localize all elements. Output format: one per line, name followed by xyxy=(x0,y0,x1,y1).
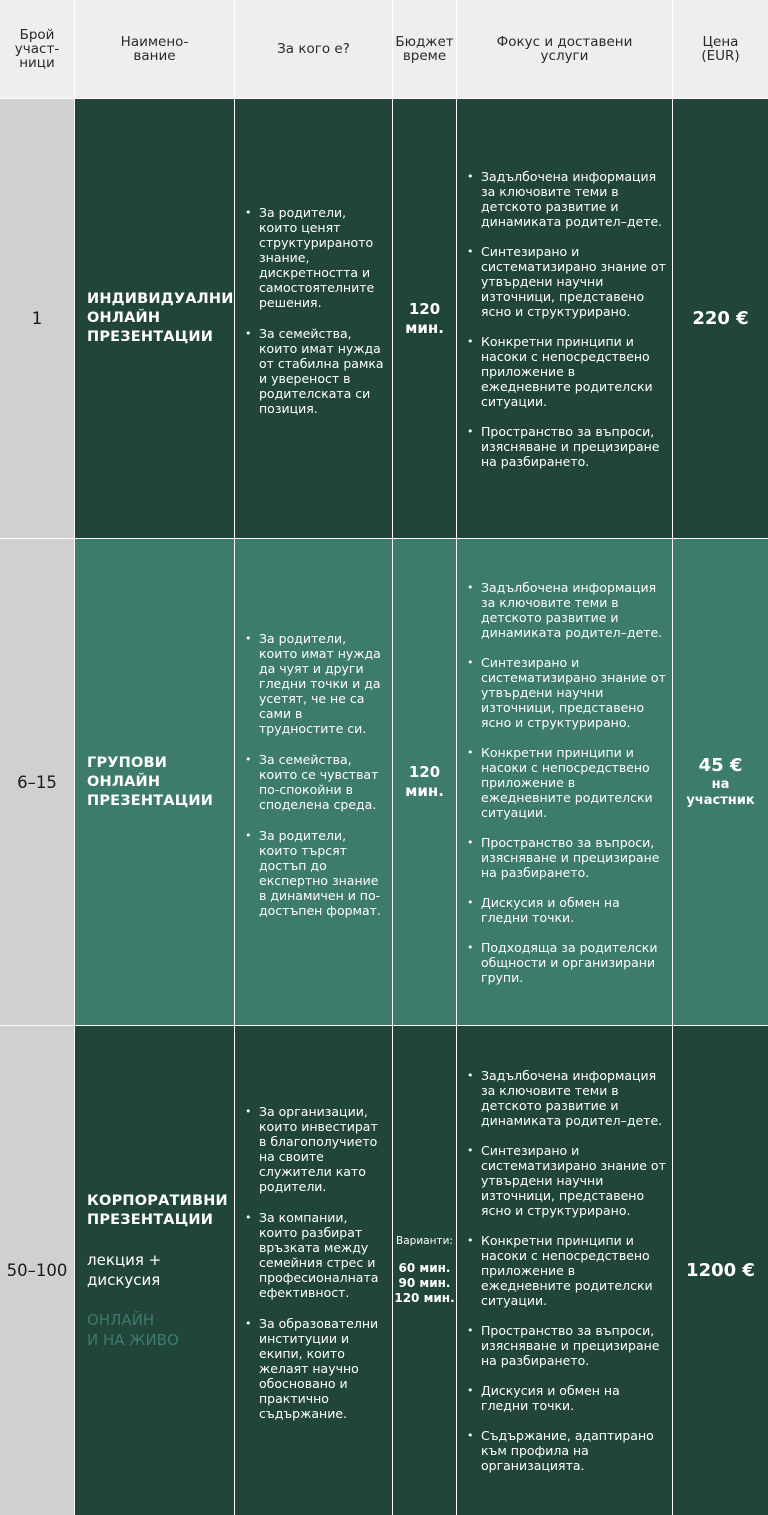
focus-cell xyxy=(457,98,673,538)
audience-list xyxy=(241,631,386,934)
list-item: • За родители, които търсят достъп до експертно знание в динамичен и по-достъпен формат. xyxy=(241,828,386,918)
list-item: • Дискусия и обмен на гледни точки. xyxy=(463,1383,666,1413)
header-audience-line: За кого е? xyxy=(277,41,350,57)
offer-name-line: КОРПОРАТИВНИ xyxy=(87,1192,228,1209)
header-participants-line: Брой xyxy=(19,27,55,43)
variants-label: Варианти: xyxy=(396,1235,453,1247)
duration-option: 120 мин. xyxy=(394,1291,455,1305)
duration-unit: мин. xyxy=(405,318,444,337)
offer-subtitle-line: дискусия xyxy=(87,1270,161,1289)
audience-list xyxy=(241,205,386,432)
list-item: • За образователни институции и екипи, които желаят научно обосновано и практично съдържание. xyxy=(241,1316,386,1421)
offer-format-line: ОНЛАЙН xyxy=(87,1310,155,1329)
duration xyxy=(405,763,444,801)
list-item: • За организации, които инвестират в благополучието на своите служители като родители. xyxy=(241,1104,386,1194)
header-duration xyxy=(393,0,457,98)
focus-list xyxy=(463,169,666,469)
audience-cell xyxy=(235,538,393,1025)
list-item: • Пространство за въпроси, изясняване и прецизиране на разбирането. xyxy=(463,424,666,469)
duration xyxy=(405,300,444,338)
offer-name-block xyxy=(87,1192,228,1350)
list-item: • Задълбочена информация за ключовите теми в детското развитие и динамиката родител–дете. xyxy=(463,580,666,640)
price-cell xyxy=(673,1025,768,1515)
duration-cell xyxy=(393,538,457,1025)
header-name xyxy=(75,0,235,98)
price: 1200 € xyxy=(686,1259,755,1281)
duration-value: 120 xyxy=(408,299,441,318)
list-item: • Задълбочена информация за ключовите теми в детското развитие и динамиката родител–дете. xyxy=(463,169,666,229)
price-value: 45 € xyxy=(698,755,743,776)
list-item: • За компании, които разбират връзката между семейния стрес и професионалната ефективност. xyxy=(241,1210,386,1300)
list-item: • Конкретни принципи и насоки с непосредствено приложение в ежедневните родителски ситуации. xyxy=(463,334,666,409)
list-item: • Пространство за въпроси, изясняване и прецизиране на разбирането. xyxy=(463,1323,666,1368)
header-participants-line: ници xyxy=(19,55,55,71)
offer-subtitle-line: лекция + xyxy=(87,1250,162,1269)
participants-count: 50–100 xyxy=(0,1025,75,1515)
list-item: • Подходяща за родителски общности и организирани групи. xyxy=(463,940,666,985)
offer-name-line: ИНДИВИДУАЛНИ xyxy=(87,291,234,307)
focus-cell xyxy=(457,1025,673,1515)
duration-option: 60 мин. xyxy=(398,1261,451,1275)
header-focus-line: услуги xyxy=(540,48,589,64)
price-cell xyxy=(673,538,768,1025)
header-name-line: вание xyxy=(133,48,176,64)
header-name-line: Наимено- xyxy=(120,34,189,50)
participants-count: 1 xyxy=(0,98,75,538)
list-item: • Синтезирано и систематизирано знание от утвърдени научни източници, представено ясно и структурирано. xyxy=(463,244,666,319)
table-row xyxy=(0,1025,768,1515)
table-header xyxy=(0,0,768,98)
offer-name xyxy=(87,1192,228,1230)
focus-list xyxy=(463,1068,666,1473)
list-item: • Дискусия и обмен на гледни точки. xyxy=(463,895,666,925)
offer-name xyxy=(87,290,234,347)
header-price-line: (EUR) xyxy=(701,48,740,64)
price xyxy=(686,755,754,809)
duration-value: 120 xyxy=(408,763,441,781)
price-cell xyxy=(673,98,768,538)
offer-name-line: ПРЕЗЕНТАЦИИ xyxy=(87,1211,214,1228)
offer-name-cell xyxy=(75,538,235,1025)
list-item: • Пространство за въпроси, изясняване и прецизиране на разбирането. xyxy=(463,835,666,880)
list-item: • За родители, които имат нужда да чуят и други гледни точки и да усетят, че не са сами в трудностите си. xyxy=(241,631,386,736)
participants-count: 6–15 xyxy=(0,538,75,1025)
header-price xyxy=(673,0,768,98)
offer-format-line: И НА ЖИВО xyxy=(87,1330,179,1349)
table-row xyxy=(0,538,768,1025)
duration-variants xyxy=(394,1235,454,1306)
list-item: • Синтезирано и систематизирано знание от утвърдени научни източници, представено ясно и структурирано. xyxy=(463,1143,666,1218)
list-item: • За родители, които ценят структурираното знание, дискретността и самостоятелните решения. xyxy=(241,205,386,310)
header-participants xyxy=(0,0,75,98)
header-duration-line: Бюджет xyxy=(395,34,454,50)
offer-name-line: ГРУПОВИ xyxy=(87,754,168,771)
duration-cell xyxy=(393,1025,457,1515)
duration-option: 90 мин. xyxy=(398,1276,451,1290)
header-duration-line: време xyxy=(402,48,447,64)
audience-cell xyxy=(235,98,393,538)
price-note: на xyxy=(711,777,730,792)
offer-name-line: ОНЛАЙН xyxy=(87,310,161,326)
focus-cell xyxy=(457,538,673,1025)
header-focus xyxy=(457,0,673,98)
list-item: • Конкретни принципи и насоки с непосредствено приложение в ежедневните родителски ситуации. xyxy=(463,745,666,820)
offer-name-line: ПРЕЗЕНТАЦИИ xyxy=(87,329,214,345)
list-item: • За семейства, които се чувстват по-спокойни в споделена среда. xyxy=(241,752,386,812)
offer-name-cell xyxy=(75,98,235,538)
list-item: • За семейства, които имат нужда от стабилна рамка и увереност в родителската си позиция. xyxy=(241,326,386,416)
duration-unit: мин. xyxy=(405,782,444,800)
header-price-line: Цена xyxy=(702,34,739,50)
offer-name xyxy=(87,754,213,811)
list-item: • Задълбочена информация за ключовите теми в детското развитие и динамиката родител–дете. xyxy=(463,1068,666,1128)
audience-cell xyxy=(235,1025,393,1515)
price-note: участник xyxy=(686,793,755,808)
header-audience xyxy=(235,0,393,98)
price: 220 € xyxy=(692,307,749,329)
offer-format xyxy=(87,1310,228,1350)
focus-list xyxy=(463,580,666,985)
header-participants-line: участ- xyxy=(14,41,60,57)
list-item: • Конкретни принципи и насоки с непосредствено приложение в ежедневните родителски ситуации. xyxy=(463,1233,666,1308)
offer-subtitle xyxy=(87,1250,228,1290)
offer-name-line: ПРЕЗЕНТАЦИИ xyxy=(87,792,214,809)
header-focus-line: Фокус и доставени xyxy=(496,34,633,50)
offer-name-line: ОНЛАЙН xyxy=(87,773,161,790)
table-row xyxy=(0,98,768,538)
list-item: • Съдържание, адаптирано към профила на организацията. xyxy=(463,1428,666,1473)
duration-cell xyxy=(393,98,457,538)
list-item: • Синтезирано и систематизирано знание от утвърдени научни източници, представено ясно и структурирано. xyxy=(463,655,666,730)
offer-name-cell xyxy=(75,1025,235,1515)
audience-list xyxy=(241,1104,386,1437)
